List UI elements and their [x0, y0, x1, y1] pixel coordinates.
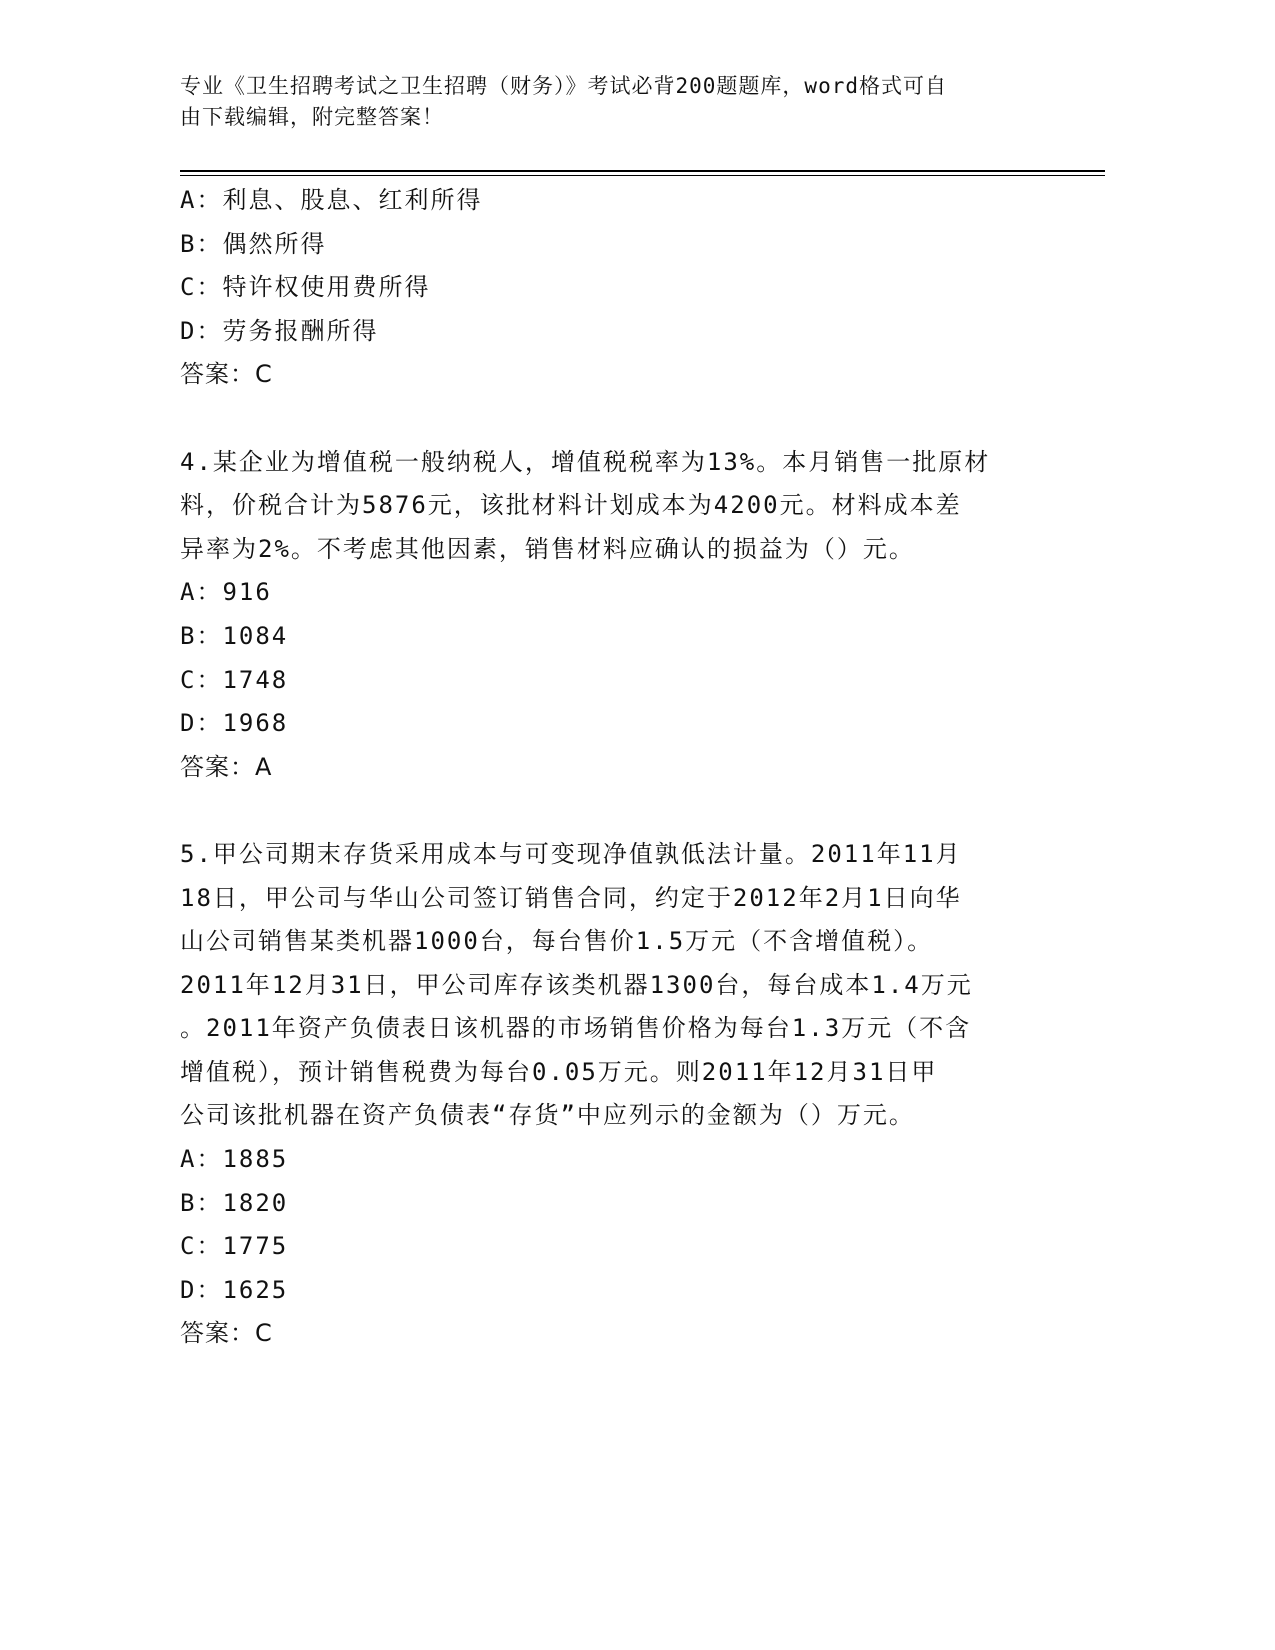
option-d: D：1968: [180, 709, 289, 738]
question-text-line: 2011年12月31日，甲公司库存该类机器1300台，每台成本1.4万元: [180, 970, 973, 999]
question-4: [180, 441, 1060, 790]
question-text-line: 18日，甲公司与华山公司签订销售合同，约定于2012年2月1日向华: [180, 883, 962, 912]
option-a: A：916: [180, 578, 272, 607]
option-b: B：1820: [180, 1188, 289, 1217]
option-c: C：特许权使用费所得: [180, 273, 431, 302]
question-text-line: 5.甲公司期末存货采用成本与可变现净值孰低法计量。2011年11月: [180, 839, 962, 868]
question-5: [180, 833, 1060, 1356]
header-line: 由下载编辑，附完整答案！: [180, 105, 444, 129]
question-text-line: 异率为2%。不考虑其他因素，销售材料应确认的损益为（）元。: [180, 534, 915, 563]
option-d: D：劳务报酬所得: [180, 316, 379, 345]
option-d: D：1625: [180, 1275, 289, 1304]
question-text-line: 。2011年资产负债表日该机器的市场销售价格为每台1.3万元（不含: [180, 1014, 972, 1043]
answer: 答案：A: [180, 752, 273, 781]
option-c: C：1748: [180, 665, 289, 694]
question-text-line: 公司该批机器在资产负债表“存货”中应列示的金额为（）万元。: [180, 1101, 915, 1130]
option-b: B：偶然所得: [180, 229, 327, 258]
document-body: [180, 179, 1060, 1356]
question-text-line: 增值税），预计销售税费为每台0.05万元。则2011年12月31日甲: [180, 1057, 938, 1086]
option-b: B：1084: [180, 621, 289, 650]
option-a: A：利息、股息、红利所得: [180, 186, 483, 214]
question-text-line: 4.某企业为增值税一般纳税人，增值税税率为13%。本月销售一批原材: [180, 447, 991, 476]
divider-thin: [180, 175, 1105, 176]
question-text-line: 山公司销售某类机器1000台，每台售价1.5万元（不含增值税）。: [180, 927, 934, 956]
option-c: C：1775: [180, 1232, 289, 1261]
question-3-tail: [180, 179, 1060, 397]
answer: 答案：C: [180, 1319, 273, 1348]
question-text-line: 料，价税合计为5876元，该批材料计划成本为4200元。材料成本差: [180, 491, 962, 520]
answer: 答案：C: [180, 360, 273, 389]
header-line: 专业《卫生招聘考试之卫生招聘（财务）》考试必背200题题库，word格式可自: [180, 74, 947, 98]
divider-thick: [180, 170, 1105, 172]
document-header: [180, 71, 1040, 133]
option-a: A：1885: [180, 1145, 289, 1174]
